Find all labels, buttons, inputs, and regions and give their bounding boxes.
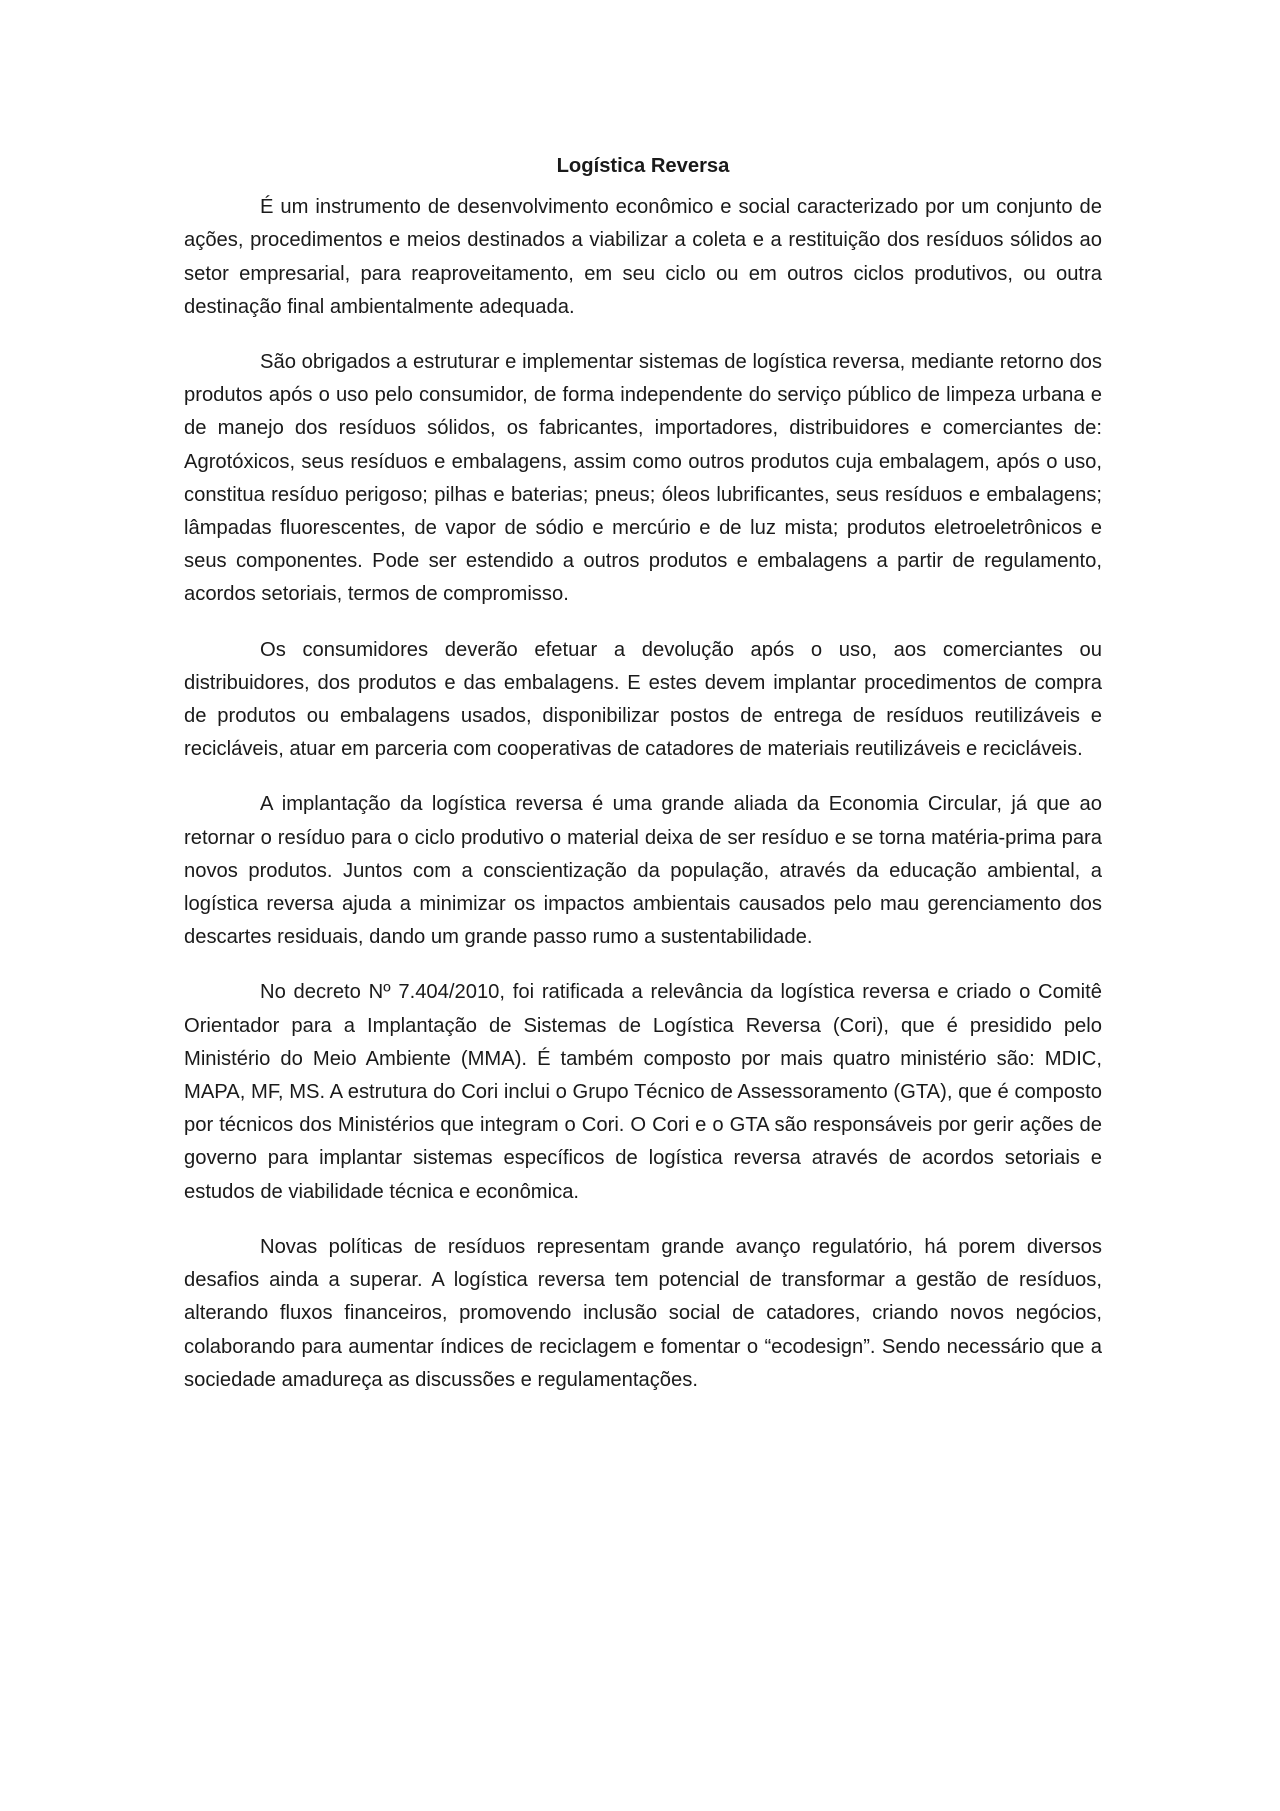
paragraph-policies: Novas políticas de resíduos representam grande avanço regulatório, há porem diversos desafios ainda a superar. A logística reversa tem potencial de transformar a gestão de resíduos, alterando fluxos financeiros, promovendo inclusão social de catadores, criando novos negócios, colaborando para aumentar índices de reciclagem e fomentar o “ecodesign”. Sendo necessário que a sociedade amadureça as discussões e regulamentações. <box>184 1235 1102 1391</box>
document-title: Logística Reversa <box>556 155 730 177</box>
paragraph-consumers: Os consumidores deverão efetuar a devolução após o uso, aos comerciantes ou distribuidores, dos produtos e das embalagens. E estes devem implantar procedimentos de compra de produtos ou embalagens usados, disponibilizar postos de entrega de resíduos reutilizáveis e recicláveis, atuar em parceria com cooperativas de catadores de materiais reutilizáveis e recicláveis. <box>184 638 1102 761</box>
paragraph-obligations: São obrigados a estruturar e implementar sistemas de logística reversa, mediante retorno dos produtos após o uso pelo consumidor, de forma independente do serviço público de limpeza urbana e de manejo dos resíduos sólidos, os fabricantes, importadores, distribuidores e comerciantes de: Agrotóxicos, seus resíduos e embalagens, assim como outros produtos cuja embalagem, após o uso, constitua resíduo perigoso; pilhas e baterias; pneus; óleos lubrificantes, seus resíduos e embalagens; lâmpadas fluorescentes, de vapor de sódio e mercúrio e de luz mista; produtos eletroeletrônicos e seus componentes. Pode ser estendido a outros produtos e embalagens a partir de regulamento, acordos setoriais, termos de compromisso. <box>184 351 1102 606</box>
document-body <box>184 150 1102 1419</box>
paragraph-decree: No decreto Nº 7.404/2010, foi ratificada a relevância da logística reversa e criado o Comitê Orientador para a Implantação de Sistemas de Logística Reversa (Cori), que é presidido pelo Ministério do Meio Ambiente (MMA). É também composto por mais quatro ministério são: MDIC, MAPA, MF, MS. A estrutura do Cori inclui o Grupo Técnico de Assessoramento (GTA), que é composto por técnicos dos Ministérios que integram o Cori. O Cori e o GTA são responsáveis por gerir ações de governo para implantar sistemas específicos de logística reversa através de acordos setoriais e estudos de viabilidade técnica e econômica. <box>184 981 1102 1203</box>
paragraph-definition: É um instrumento de desenvolvimento econômico e social caracterizado por um conjunto de ações, procedimentos e meios destinados a viabilizar a coleta e a restituição dos resíduos sólidos ao setor empresarial, para reaproveitamento, em seu ciclo ou em outros ciclos produtivos, ou outra destinação final ambientalmente adequada. <box>184 196 1102 318</box>
paragraph-circular-economy: A implantação da logística reversa é uma grande aliada da Economia Circular, já que ao retornar o resíduo para o ciclo produtivo o material deixa de ser resíduo e se torna matéria-prima para novos produtos. Juntos com a conscientização da população, através da educação ambiental, a logística reversa ajuda a minimizar os impactos ambientais causados pelo mau gerenciamento dos descartes residuais, dando um grande passo rumo a sustentabilidade. <box>184 793 1102 949</box>
